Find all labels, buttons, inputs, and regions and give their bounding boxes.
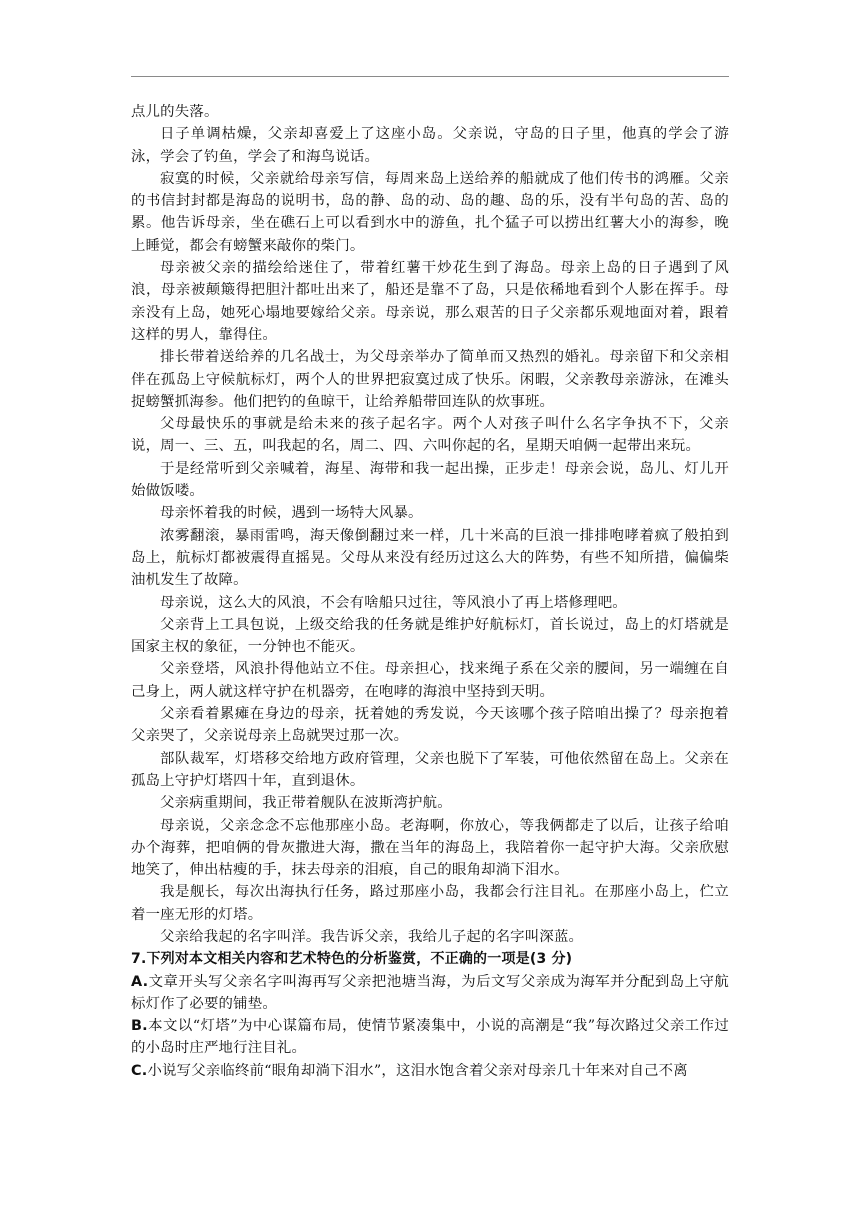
paragraph: 母亲说，这么大的风浪，不会有啥船只过往，等风浪小了再上塔修理吧。 bbox=[160, 594, 627, 611]
question-stem: 7.下列对本文相关内容和艺术特色的分析鉴赏，不正确的一项是(3 分) bbox=[131, 951, 573, 968]
paragraph: 排长带着送给养的几名战士，为父母亲举办了简单而又热烈的婚礼。母亲留下和父亲相伴在孤岛上守候航标灯，两个人的世界把寂寞过成了快乐。闲暇，父亲教母亲游泳，在滩头捉螃蟹抓海参。他们把钓的鱼晾干，让给养船带回连队的炊事班。 bbox=[131, 349, 729, 410]
paragraph: 我是舰长，每次出海执行任务，路过那座小岛，我都会行注目礼。在那座小岛上，伫立着一座无形的灯塔。 bbox=[131, 884, 729, 923]
paragraph: 父亲背上工具包说，上级交给我的任务就是维护好航标灯，首长说过，岛上的灯塔就是国家主权的象征，一分钟也不能灭。 bbox=[131, 616, 729, 656]
paragraph: 父亲病重期间，我正带着舰队在波斯湾护航。 bbox=[160, 795, 452, 812]
paragraph: 父亲登塔，风浪扑得他站立不住。母亲担心，找来绳子系在父亲的腰间，另一端缠在自己身上，两人就这样守护在机器旁，在咆哮的海浪中坚持到天明。 bbox=[131, 661, 729, 700]
paragraph: 于是经常听到父亲喊着，海星、海带和我一起出操，正步走！母亲会说，岛儿、灯儿开始做饭喽。 bbox=[131, 460, 729, 500]
option-text: 文章开头写父亲名字叫海再写父亲把池塘当海，为后文写父亲成为海军并分配到岛上守航标灯作了必要的铺垫。 bbox=[131, 973, 729, 1012]
paragraph: 母亲怀着我的时候，遇到一场特大风暴。 bbox=[160, 505, 423, 522]
article-body bbox=[131, 101, 729, 1082]
paragraph: 母亲被父亲的描绘给迷住了，带着红薯干炒花生到了海岛。母亲上岛的日子遇到了风浪，母亲被颠簸得把胆汁都吐出来了，船还是靠不了岛，只是依稀地看到个人影在挥手。母亲没有上岛，她死心塌地要嫁给父亲。母亲说，那么艰苦的日子父亲都乐观地面对着，跟着这样的男人，靠得住。 bbox=[131, 260, 729, 343]
paragraph: 父亲看着累瘫在身边的母亲，抚着她的秀发说，今天该哪个孩子陪咱出操了？母亲抱着父亲哭了，父亲说母亲上岛就哭过那一次。 bbox=[131, 706, 729, 745]
paragraph: 点儿的失落。 bbox=[131, 104, 219, 120]
paragraph: 父母最快乐的事就是给未来的孩子起名字。两个人对孩子叫什么名字争执不下，父亲说，周一、三、五，叫我起的名，周二、四、六叫你起的名，星期天咱俩一起带出来玩。 bbox=[131, 416, 729, 455]
option-a bbox=[131, 971, 729, 1016]
option-label: C. bbox=[131, 1062, 148, 1079]
option-c bbox=[131, 1060, 729, 1082]
paragraph: 父亲给我起的名字叫洋。我告诉父亲，我给儿子起的名字叫深蓝。 bbox=[160, 928, 584, 945]
option-text: 小说写父亲临终前“眼角却淌下泪水”，这泪水饱含着父亲对母亲几十年来对自己不离 bbox=[147, 1062, 688, 1079]
paragraph: 日子单调枯燥，父亲却喜爱上了这座小岛。父亲说，守岛的日子里，他真的学会了游泳，学会了钓鱼，学会了和海鸟说话。 bbox=[131, 126, 729, 165]
paragraph: 寂寞的时候，父亲就给母亲写信，每周来岛上送给养的船就成了他们传书的鸿雁。父亲的书信封封都是海岛的说明书，岛的静、岛的动、岛的趣、岛的乐，没有半句岛的苦、岛的累。他告诉母亲，坐在礁石上可以看到水中的游鱼，扎个猛子可以捞出红薯大小的海参，晚上睡觉，都会有螃蟹来敲你的柴门。 bbox=[131, 170, 729, 254]
option-label: A. bbox=[131, 973, 149, 990]
paragraph: 部队裁军，灯塔移交给地方政府管理，父亲也脱下了军装，可他依然留在岛上。父亲在孤岛上守护灯塔四十年，直到退休。 bbox=[131, 750, 729, 789]
option-b bbox=[131, 1015, 729, 1060]
paragraph: 母亲说，父亲念念不忘他那座小岛。老海啊，你放心，等我俩都走了以后，让孩子给咱办个海葬，把咱俩的骨灰撒进大海，撒在当年的海岛上，我陪着你一起守护大海。父亲欣慰地笑了，伸出枯瘦的手，抹去母亲的泪痕，自己的眼角却淌下泪水。 bbox=[131, 817, 729, 879]
option-label: B. bbox=[131, 1018, 148, 1035]
header-rule bbox=[131, 76, 729, 77]
option-text: 本文以“灯塔”为中心谋篇布局，使情节紧凑集中，小说的高潮是“我”每次路过父亲工作过的小岛时庄严地行注目礼。 bbox=[131, 1018, 729, 1057]
paragraph: 浓雾翻滚，暴雨雷鸣，海天像倒翻过来一样，几十米高的巨浪一排排咆哮着疯了般拍到岛上，航标灯都被震得直摇晃。父母从来没有经历过这么大的阵势，有些不知所措，偏偏柴油机发生了故障。 bbox=[131, 527, 729, 589]
